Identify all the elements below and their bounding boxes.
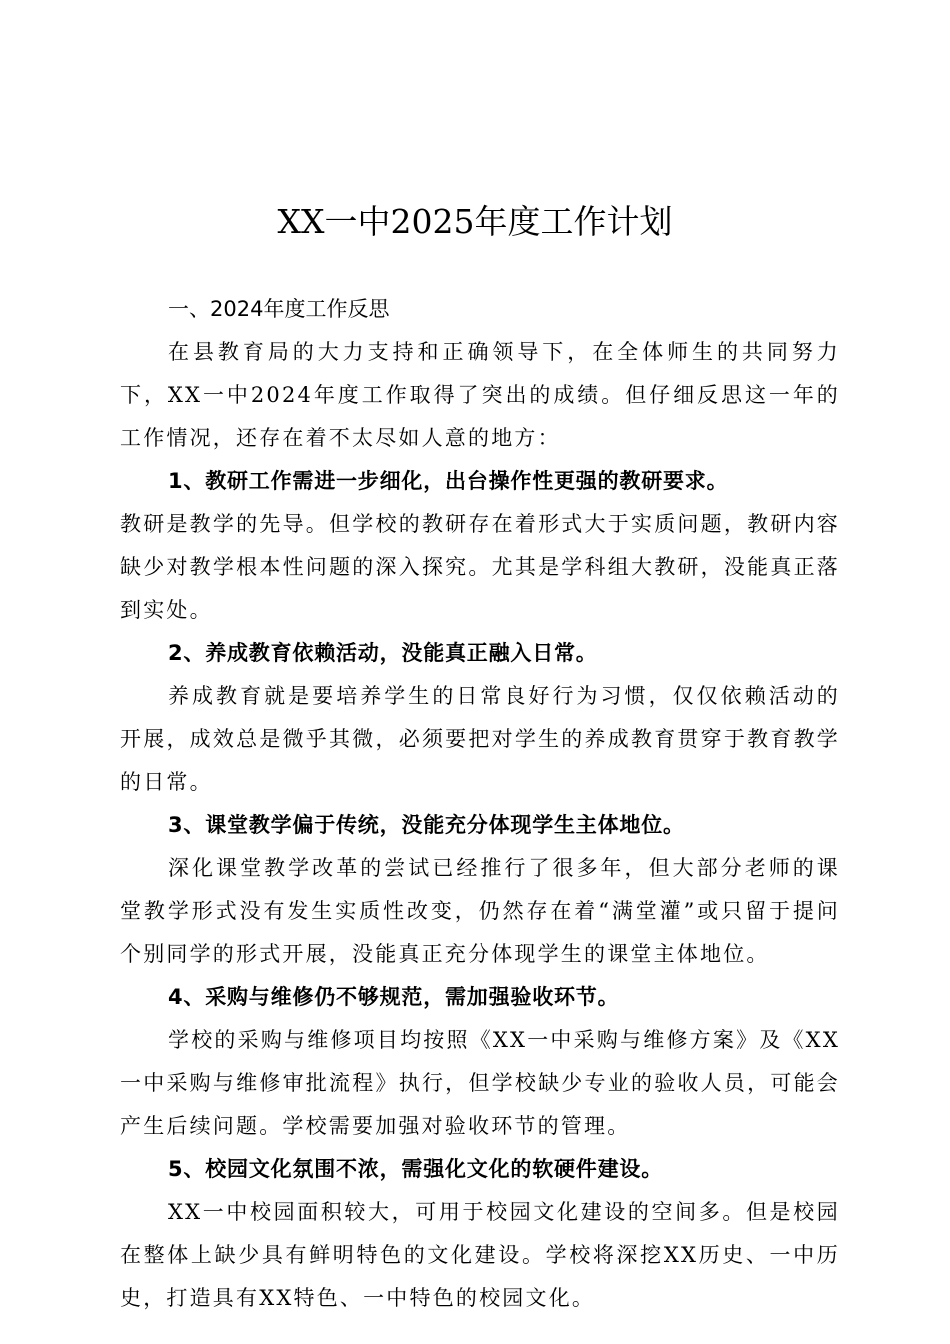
item-5-heading: 5、校园文化氛围不浓，需强化文化的软硬件建设。 [168,1157,664,1181]
document-body [120,288,840,1320]
item-5-body: XX一中校园面积较大，可用于校园文化建设的空间多。但是校园在整体上缺少具有鲜明特色的文化建设。学校将深挖XX历史、一中历史，打造具有XX特色、一中特色的校园文化。 [120,1200,840,1310]
item-1-heading: 1、教研工作需进一步细化，出台操作性更强的教研要求。 [168,469,729,493]
item-1-body: 教研是教学的先导。但学校的教研存在着形式大于实质问题，教研内容缺少对教学根本性问题的深入探究。尤其是学科组大教研，没能真正落到实处。 [120,512,840,622]
item-3-body: 深化课堂教学改革的尝试已经推行了很多年，但大部分老师的课堂教学形式没有发生实质性改变，仍然存在着“满堂灌”或只留于提问个别同学的形式开展，没能真正充分体现学生的课堂主体地位。 [120,856,840,966]
item-2-body: 养成教育就是要培养学生的日常良好行为习惯，仅仅依赖活动的开展，成效总是微乎其微，必须要把对学生的养成教育贯穿于教育教学的日常。 [120,684,840,794]
item-4-heading: 4、采购与维修仍不够规范，需加强验收环节。 [168,985,620,1009]
section-intro-paragraph: 在县教育局的大力支持和正确领导下，在全体师生的共同努力下，XX一中2024年度工作取得了突出的成绩。但仔细反思这一年的工作情况，还存在着不太尽如人意的地方： [120,340,840,450]
section-heading: 一、2024年度工作反思 [168,297,390,321]
item-2-heading: 2、养成教育依赖活动，没能真正融入日常。 [168,641,598,665]
item-4-body: 学校的采购与维修项目均按照《XX一中采购与维修方案》及《XX一中采购与维修审批流程》执行，但学校缺少专业的验收人员，可能会产生后续问题。学校需要加强对验收环节的管理。 [120,1028,840,1138]
document-title: XX一中2025年度工作计划 [277,202,673,241]
item-3-heading: 3、课堂教学偏于传统，没能充分体现学生主体地位。 [168,813,685,837]
